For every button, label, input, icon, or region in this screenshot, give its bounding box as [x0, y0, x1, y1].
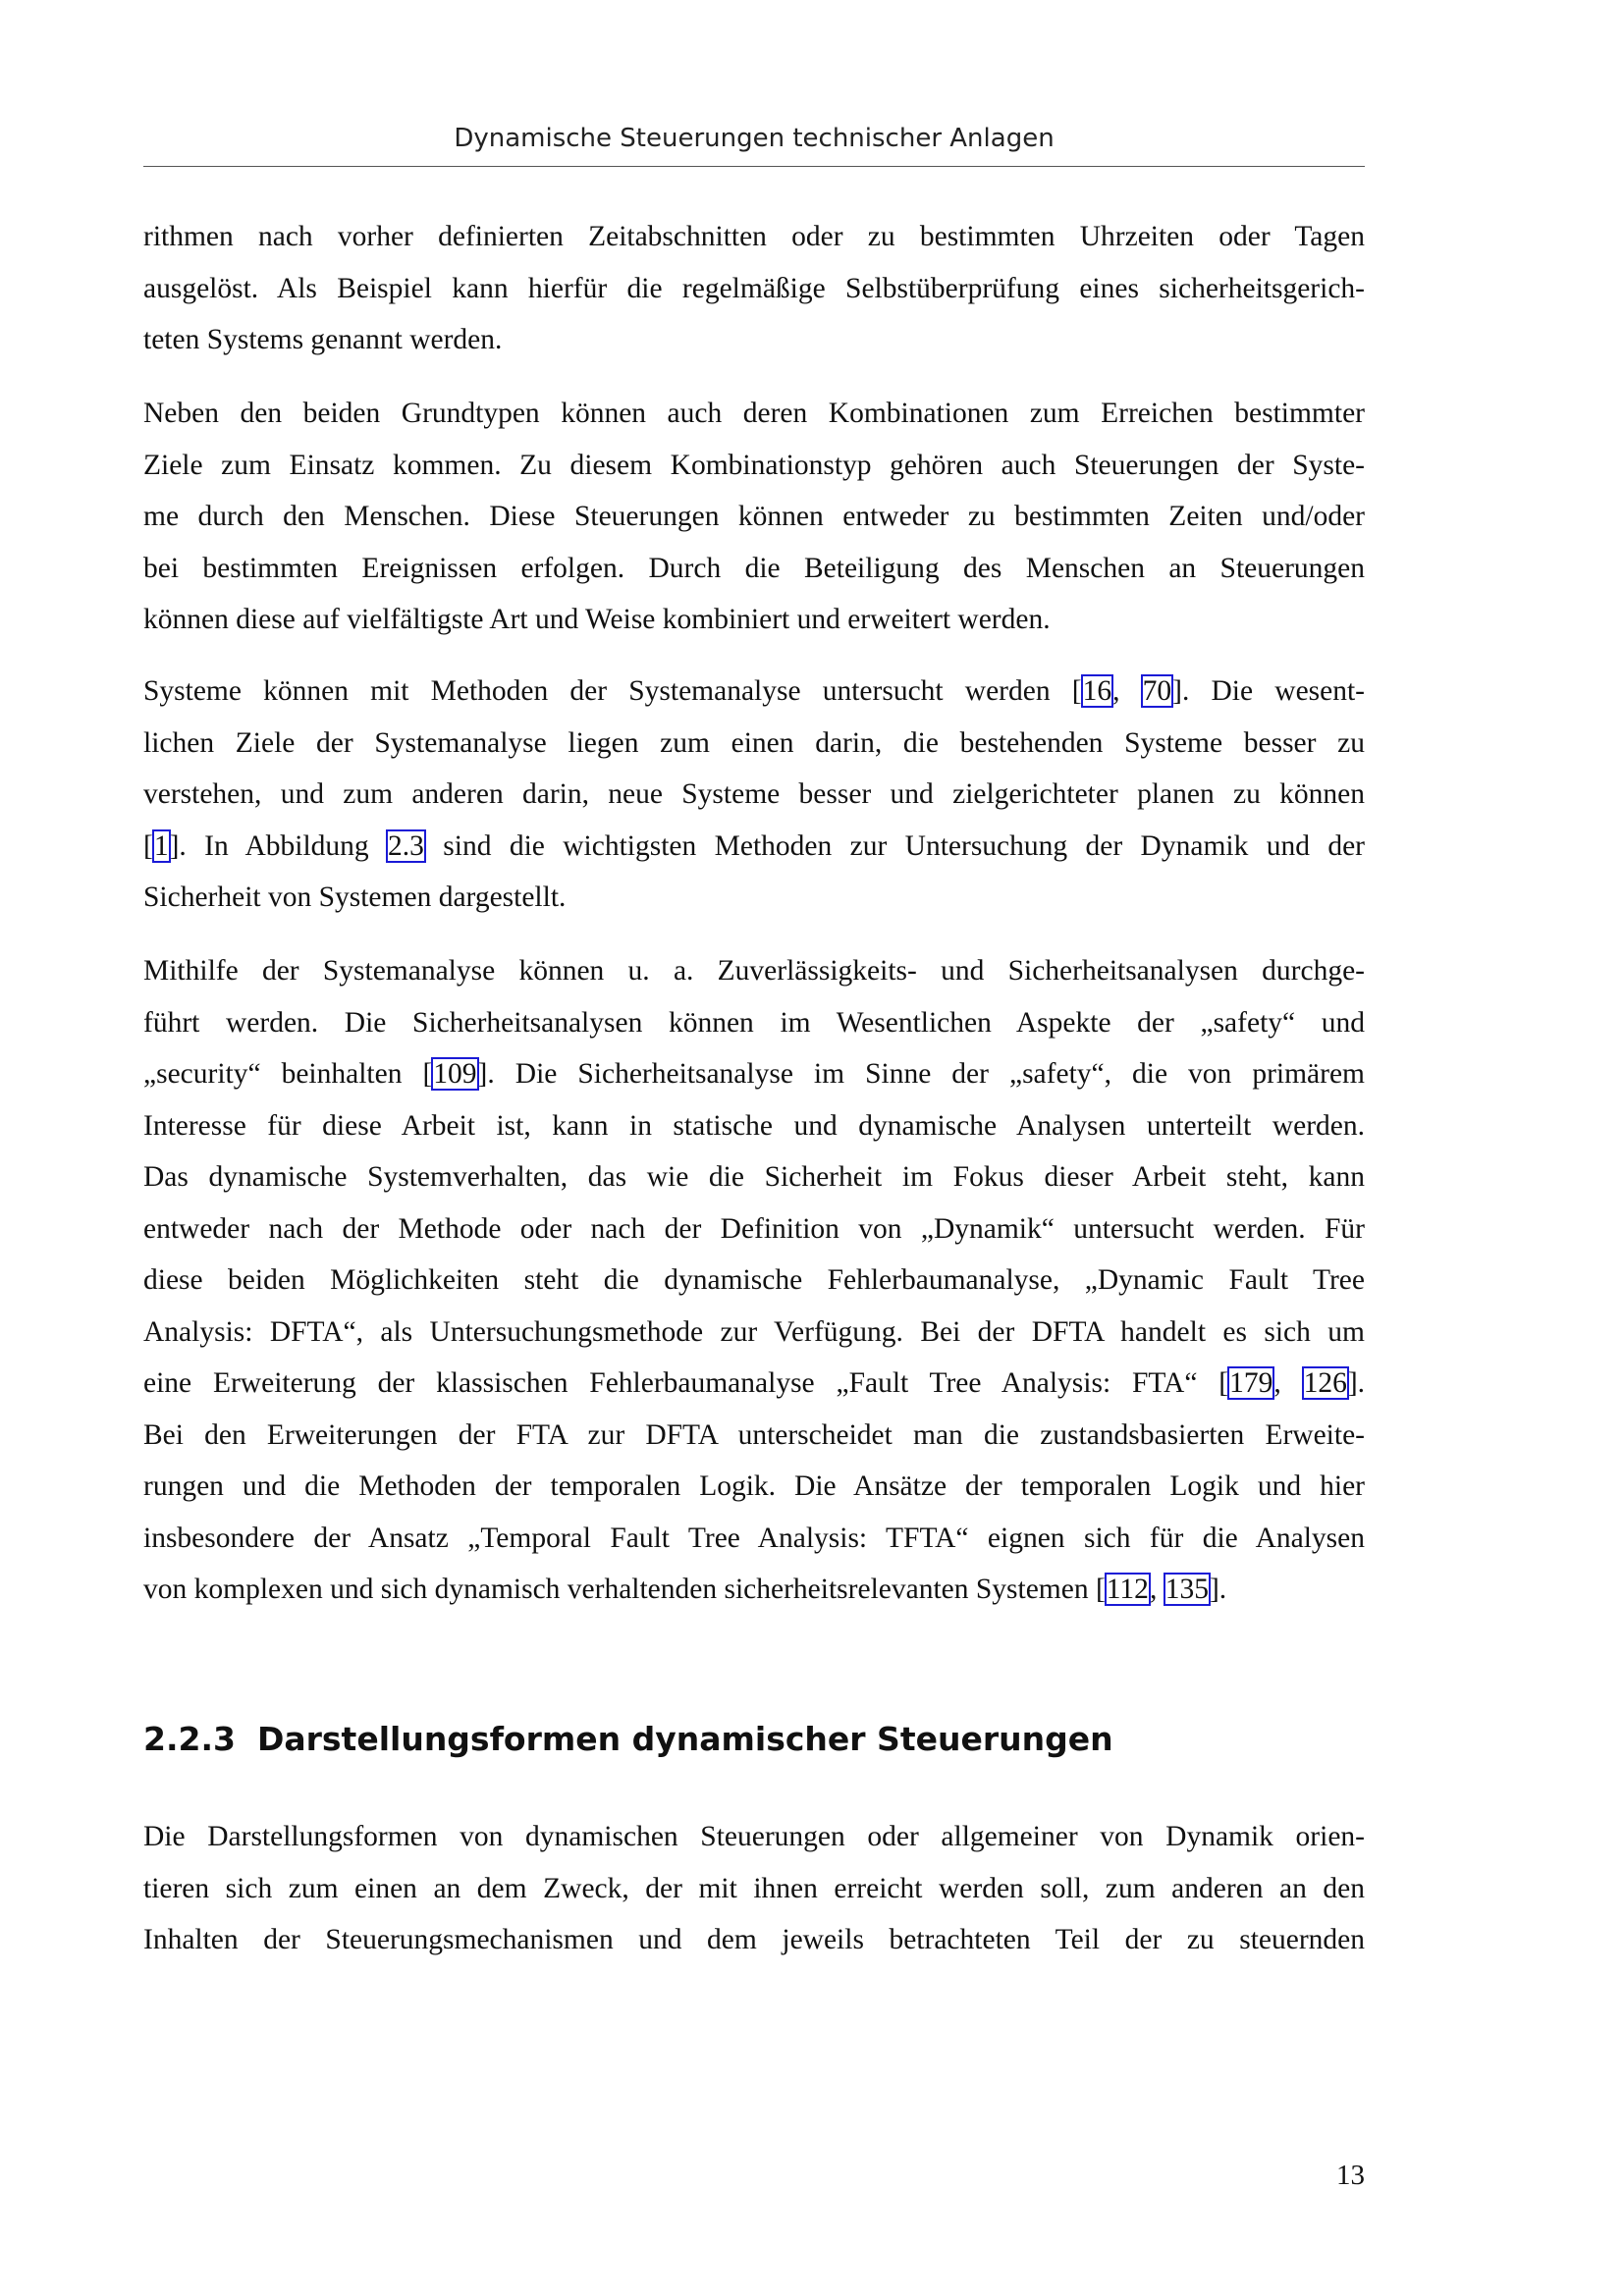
text-line — [143, 718, 1365, 770]
text-line — [143, 263, 1365, 315]
text-segment: diese beiden Möglichkeiten steht die dynamische Fehlerbaumanalyse, „Dynamic Fault Tree — [143, 1264, 1365, 1296]
section-title: Darstellungsformen dynamischer Steuerungen — [256, 1720, 1113, 1758]
text-segment: Bei den Erweiterungen der FTA zur DFTA unterscheidet man die zustandsbasierten Erweite- — [143, 1418, 1365, 1451]
text-line — [143, 1203, 1365, 1255]
text-line — [143, 594, 1365, 646]
citation-link[interactable]: 70 — [1142, 675, 1172, 707]
text-line — [143, 1863, 1365, 1915]
text-line — [143, 543, 1365, 595]
paragraph — [143, 945, 1365, 1616]
text-segment: Das dynamische Systemverhalten, das wie die Sicherheit im Fokus dieser Arbeit steht, kann — [143, 1161, 1365, 1193]
text-segment: können diese auf vielfältigste Art und Weise kombiniert und erweitert werden. — [143, 604, 1051, 635]
text-segment: teten Systems genannt werden. — [143, 324, 503, 355]
paragraph — [143, 666, 1365, 924]
text-segment: Sicherheit von Systemen dargestellt. — [143, 881, 567, 913]
text-line — [143, 1048, 1365, 1100]
running-header: Dynamische Steuerungen technischer Anlagen — [454, 124, 1055, 153]
text-line — [143, 314, 1365, 366]
text-segment: rithmen nach vorher definierten Zeitabschnitten oder zu bestimmten Uhrzeiten oder Tagen — [143, 221, 1365, 252]
text-segment: „security“ beinhalten [ — [143, 1058, 433, 1090]
text-segment: bei bestimmten Ereignissen erfolgen. Durch die Beteiligung des Menschen an Steuerungen — [143, 552, 1365, 584]
citation-link[interactable]: 16 — [1082, 675, 1112, 707]
citation-link[interactable]: 112 — [1106, 1574, 1149, 1605]
paragraph — [143, 388, 1365, 646]
text-line — [143, 997, 1365, 1049]
text-line — [143, 1151, 1365, 1203]
text-segment: Mithilfe der Systemanalyse können u. a. Zuverlässigkeits- und Sicherheitsanalysen durchge- — [143, 955, 1365, 987]
text-segment: sind die wichtigsten Methoden zur Untersuchung der Dynamik und der — [424, 829, 1366, 862]
text-line — [143, 1307, 1365, 1359]
citation-link[interactable]: 1 — [153, 829, 169, 862]
text-segment: Systeme können mit Methoden der Systemanalyse untersucht werden [ — [143, 675, 1082, 707]
section-heading — [143, 1720, 1113, 1758]
text-segment: [ — [143, 829, 153, 862]
text-line — [143, 666, 1365, 718]
text-line — [143, 491, 1365, 543]
text-segment: ]. — [1347, 1367, 1366, 1399]
text-segment: ]. Die wesent- — [1172, 675, 1366, 707]
text-line — [143, 1811, 1365, 1863]
text-segment: tieren sich zum einen an dem Zweck, der mit ihnen erreicht werden soll, zum anderen an den — [143, 1872, 1365, 1904]
citation-link[interactable]: 135 — [1164, 1574, 1209, 1605]
header-rule — [143, 166, 1365, 167]
text-line — [143, 769, 1365, 821]
text-line — [143, 211, 1365, 263]
text-segment: führt werden. Die Sicherheitsanalysen können im Wesentlichen Aspekte der „safety“ und — [143, 1006, 1365, 1039]
citation-link[interactable]: 2.3 — [388, 829, 424, 862]
citation-link[interactable]: 109 — [433, 1058, 477, 1090]
text-segment: Die Darstellungsformen von dynamischen Steuerungen oder allgemeiner von Dynamik orien- — [143, 1821, 1365, 1852]
text-segment: , — [1112, 675, 1142, 707]
paragraph — [143, 211, 1365, 366]
text-segment: eine Erweiterung der klassischen Fehlerbaumanalyse „Fault Tree Analysis: FTA“ [ — [143, 1367, 1229, 1399]
text-segment: entweder nach der Methode oder nach der Definition von „Dynamik“ untersucht werden. Für — [143, 1212, 1365, 1245]
paragraph — [143, 1811, 1365, 1966]
text-line — [143, 1255, 1365, 1307]
text-segment: Analysis: DFTA“, als Untersuchungsmethode zur Verfügung. Bei der DFTA handelt es sich um — [143, 1315, 1365, 1348]
text-segment: Neben den beiden Grundtypen können auch deren Kombinationen zum Erreichen bestimmter — [143, 398, 1365, 429]
text-line — [143, 872, 1365, 924]
text-line — [143, 1410, 1365, 1462]
citation-link[interactable]: 179 — [1229, 1367, 1273, 1399]
text-line — [143, 1100, 1365, 1152]
text-line — [143, 1564, 1365, 1616]
text-segment: , — [1149, 1574, 1164, 1605]
text-segment: lichen Ziele der Systemanalyse liegen zum einen darin, die bestehenden Systeme besser zu — [143, 726, 1365, 759]
text-line — [143, 945, 1365, 997]
text-line — [143, 1513, 1365, 1565]
text-segment: ]. In Abbildung — [169, 829, 388, 862]
text-segment: Interesse für diese Arbeit ist, kann in statische und dynamische Analysen unterteilt werden. — [143, 1109, 1365, 1142]
text-line — [143, 1358, 1365, 1410]
text-segment: , — [1273, 1367, 1303, 1399]
text-segment: Ziele zum Einsatz kommen. Zu diesem Kombinationstyp gehören auch Steuerungen der Syste- — [143, 449, 1365, 481]
text-segment: ausgelöst. Als Beispiel kann hierfür die regelmäßige Selbstüberprüfung eines sicherheitsgerich- — [143, 272, 1365, 304]
text-line — [143, 388, 1365, 440]
text-segment: insbesondere der Ansatz „Temporal Fault Tree Analysis: TFTA“ eignen sich für die Analysen — [143, 1522, 1365, 1554]
text-line — [143, 1914, 1365, 1966]
text-segment: rungen und die Methoden der temporalen Logik. Die Ansätze der temporalen Logik und hier — [143, 1470, 1365, 1502]
text-segment: Inhalten der Steuerungsmechanismen und dem jeweils betrachteten Teil der zu steuernden — [143, 1924, 1365, 1955]
text-line — [143, 1461, 1365, 1513]
page-number: 13 — [1336, 2160, 1365, 2191]
text-segment: von komplexen und sich dynamisch verhaltenden sicherheitsrelevanten Systemen [ — [143, 1574, 1106, 1605]
text-segment: ]. Die Sicherheitsanalyse im Sinne der „safety“, die von primärem — [477, 1058, 1365, 1090]
text-segment: ]. — [1209, 1574, 1227, 1605]
text-segment: verstehen, und zum anderen darin, neue Systeme besser und zielgerichteter planen zu können — [143, 778, 1365, 810]
citation-link[interactable]: 126 — [1303, 1367, 1347, 1399]
text-line — [143, 440, 1365, 492]
section-number: 2.2.3 — [143, 1720, 236, 1758]
text-segment: me durch den Menschen. Diese Steuerungen können entweder zu bestimmten Zeiten und/oder — [143, 501, 1365, 532]
text-line — [143, 821, 1365, 873]
